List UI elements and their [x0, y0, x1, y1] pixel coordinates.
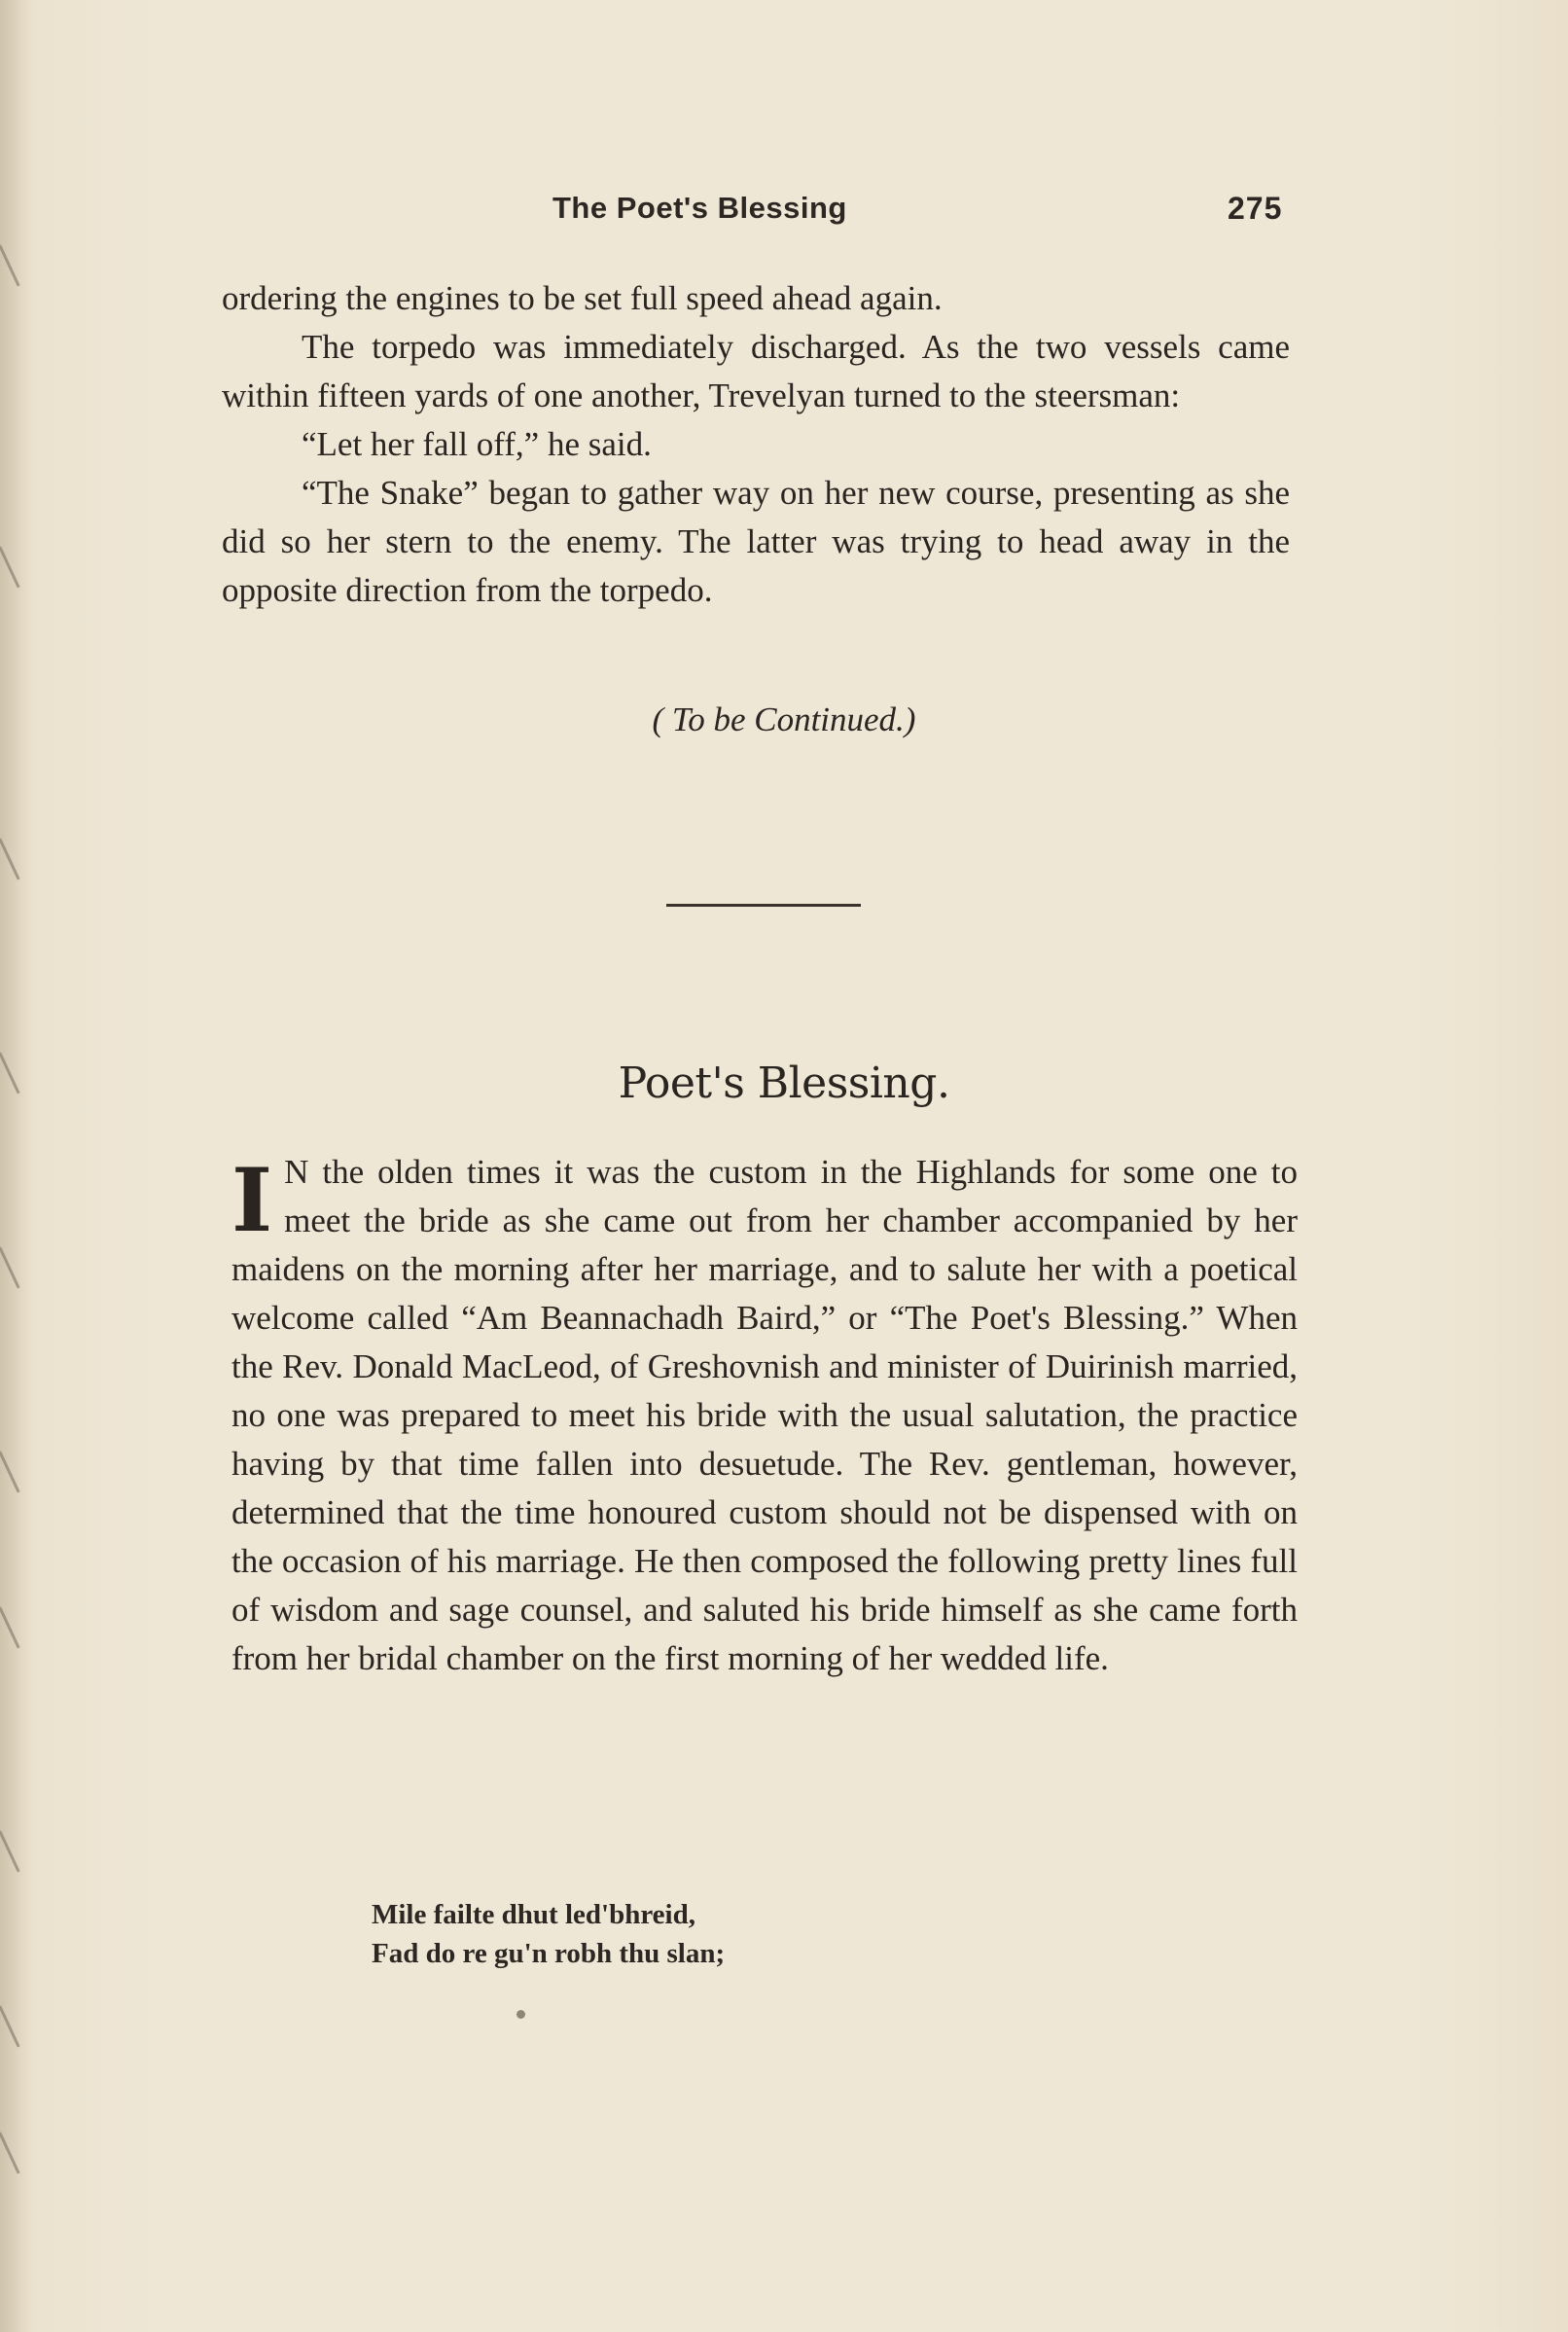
- article-paragraph: N the olden times it was the custom in the Highlands for some one to meet the bride as she came out from her chamber accompanied by her maidens on the morning after her marriage, and to salute her with a poetical welcome called “Am Beannachadh Baird,” or “The Poet's Blessing.” When the Rev. Donald MacLeod, of Greshovnish and minister of Duirinish married, no one was prepared to meet his bride with the usual salutation, the practice having by that time fallen into desuetude. The Rev. gentleman, however, determined that the time honoured custom should not be dispensed with on the occasion of his marriage. He then composed the following pretty lines full of wisdom and sage counsel, and saluted his bride himself as she came forth from her bridal chamber on the first morning of her wedded life.: [232, 1153, 1298, 1677]
- ink-speck: [517, 2010, 525, 2019]
- paragraph: “Let her fall off,” he said.: [302, 425, 652, 463]
- verse-line: Fad do re gu'n robh thu slan;: [372, 1938, 726, 1969]
- running-title: The Poet's Blessing: [552, 191, 847, 225]
- page-number: 275: [1228, 191, 1283, 226]
- drop-cap: I: [232, 1149, 273, 1252]
- verse: [372, 1895, 725, 1973]
- verse-line: Mile failte dhut led'bhreid,: [372, 1899, 695, 1930]
- continuation-text: [222, 274, 1290, 615]
- article-title: Poet's Blessing.: [618, 1058, 950, 1108]
- to-be-continued-note: ( To be Continued.): [652, 700, 916, 738]
- paragraph: The torpedo was immediately discharged. As the two vessels came within fifteen yards of one another, Trevelyan turned to the steersman:: [222, 328, 1290, 414]
- page-header: [0, 191, 1568, 239]
- section-divider: [666, 904, 861, 907]
- paragraph: ordering the engines to be set full speed ahead again.: [222, 279, 943, 317]
- paragraph: “The Snake” began to gather way on her new course, presenting as she did so her stern to the enemy. The latter was trying to head away in the opposite direction from the torpedo.: [222, 474, 1290, 609]
- article-body: [232, 1148, 1298, 1683]
- page-edge-shadow: [0, 0, 29, 2332]
